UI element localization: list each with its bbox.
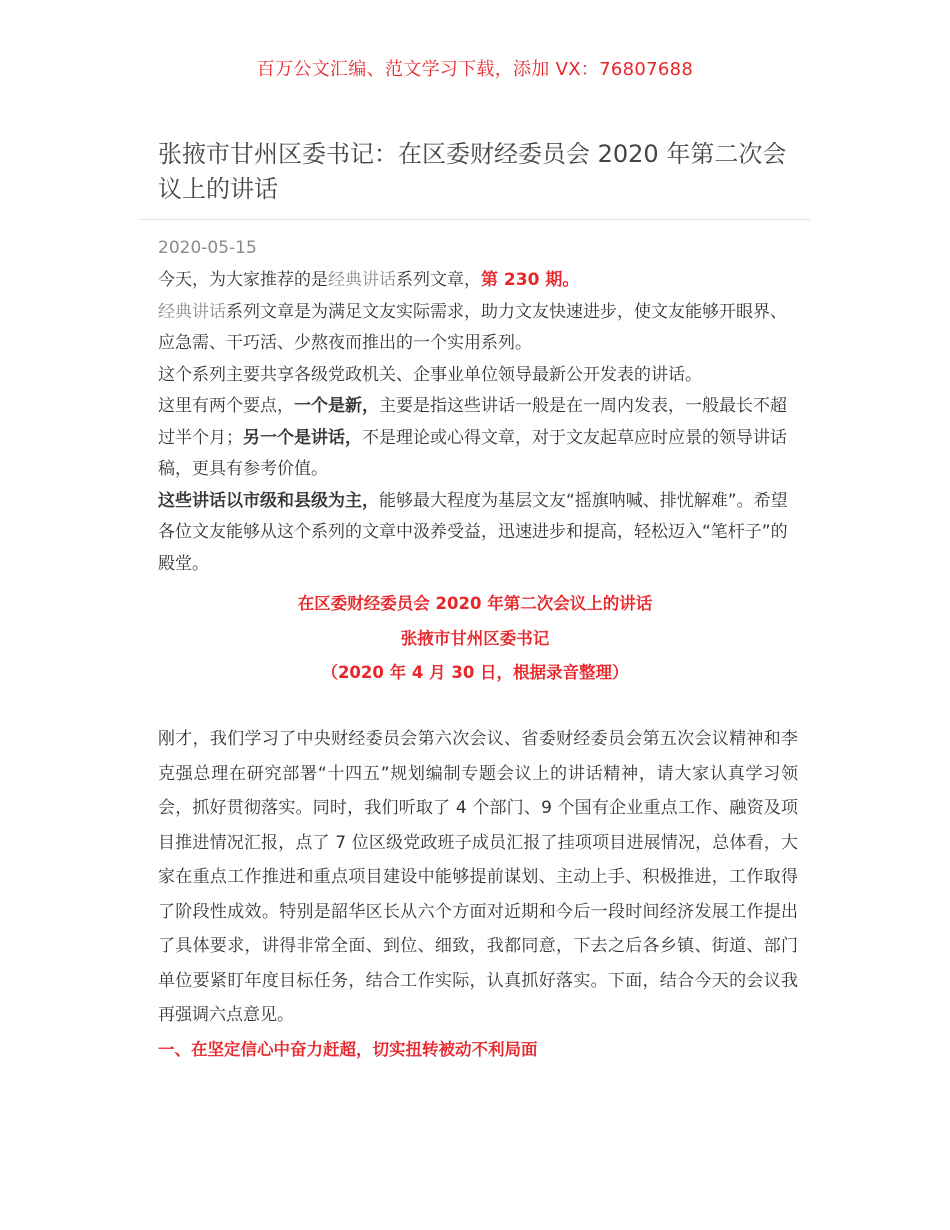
- intro-text: 系列文章是为满足文友实际需求，助力文友快速进步，使文友能够开眼界、应急需、干巧活、少熬夜而推出的一个实用系列。: [158, 301, 787, 353]
- series-name: 经典讲话: [158, 301, 226, 322]
- intro-paragraph: [158, 391, 798, 486]
- speech-title: 在区委财经委员会 2020 年第二次会议上的讲话: [297, 594, 653, 613]
- intro-bold: 另一个是讲话，: [243, 427, 362, 448]
- intro-text: 今天，为大家推荐的是: [158, 270, 328, 290]
- intro-text: 不是理论或心得文章，对于文友起草应时应景的领导讲话稿，更具有参考价值。: [158, 427, 787, 479]
- intro-paragraph: [158, 297, 798, 360]
- intro-paragraph: [158, 486, 798, 581]
- intro-bold: 这些讲话以市级和县级为主，: [158, 490, 379, 511]
- section-heading: 一、在坚定信心中奋力赶超，切实扭转被动不利局面: [158, 1040, 538, 1059]
- promo-banner: 百万公文汇编、范文学习下载，添加 VX：76807688: [256, 59, 694, 80]
- intro-paragraph: [158, 265, 798, 297]
- intro-text: 这里有两个要点，: [158, 396, 294, 416]
- intro-bold: 一个是新，: [294, 396, 379, 416]
- publish-date: 2020-05-15: [158, 238, 257, 258]
- title-divider: [140, 219, 810, 220]
- series-name: 经典讲话: [328, 270, 396, 290]
- intro-text: 能够最大程度为基层文友“摇旗呐喊、排忧解难”。希望各位文友能够从这个系列的文章中汲养受益，迅速进步和提高，轻松迈入“笔杆子”的殿堂。: [158, 490, 788, 574]
- speech-body: [158, 722, 798, 1033]
- intro-text: 系列文章，: [396, 270, 481, 290]
- speech-speaker: 张掖市甘州区委书记: [400, 628, 550, 648]
- issue-number: 第 230 期。: [481, 270, 580, 290]
- body-paragraph: 刚才，我们学习了中央财经委员会第六次会议、省委财经委员会第五次会议精神和李克强总理在研究部署“十四五”规划编制专题会议上的讲话精神，请大家认真学习领会，抓好贯彻落实。同时，我们听取了 4 个部门、9 个国有企业重点工作、融资及项目推进情况汇报，点了 7 位区级党政班子成员汇报了挂项项目进展情况，总体看，大家在重点工作推进和重点项目建设中能够提前谋划、主动上手、积极推进，工作取得了阶段性成效。特别是韶华区长从六个方面对近期和今后一段时间经济发展工作提出了具体要求，讲得非常全面、到位、细致，我都同意，下去之后各乡镇、街道、部门单位要紧盯年度目标任务，结合工作实际，认真抓好落实。下面，结合今天的会议我再强调六点意见。: [158, 729, 798, 1025]
- intro-section: [158, 265, 798, 580]
- speech-date-note: （2020 年 4 月 30 日，根据录音整理）: [321, 663, 629, 682]
- speech-header: [158, 587, 792, 691]
- intro-text: 主要是指这些讲话一般是在一周内发表，一般最长不超过半个月；: [158, 396, 787, 448]
- intro-paragraph: 这个系列主要共享各级党政机关、企事业单位领导最新公开发表的讲话。: [158, 364, 702, 385]
- article-title: 张掖市甘州区委书记：在区委财经委员会 2020 年第二次会议上的讲话: [158, 140, 787, 203]
